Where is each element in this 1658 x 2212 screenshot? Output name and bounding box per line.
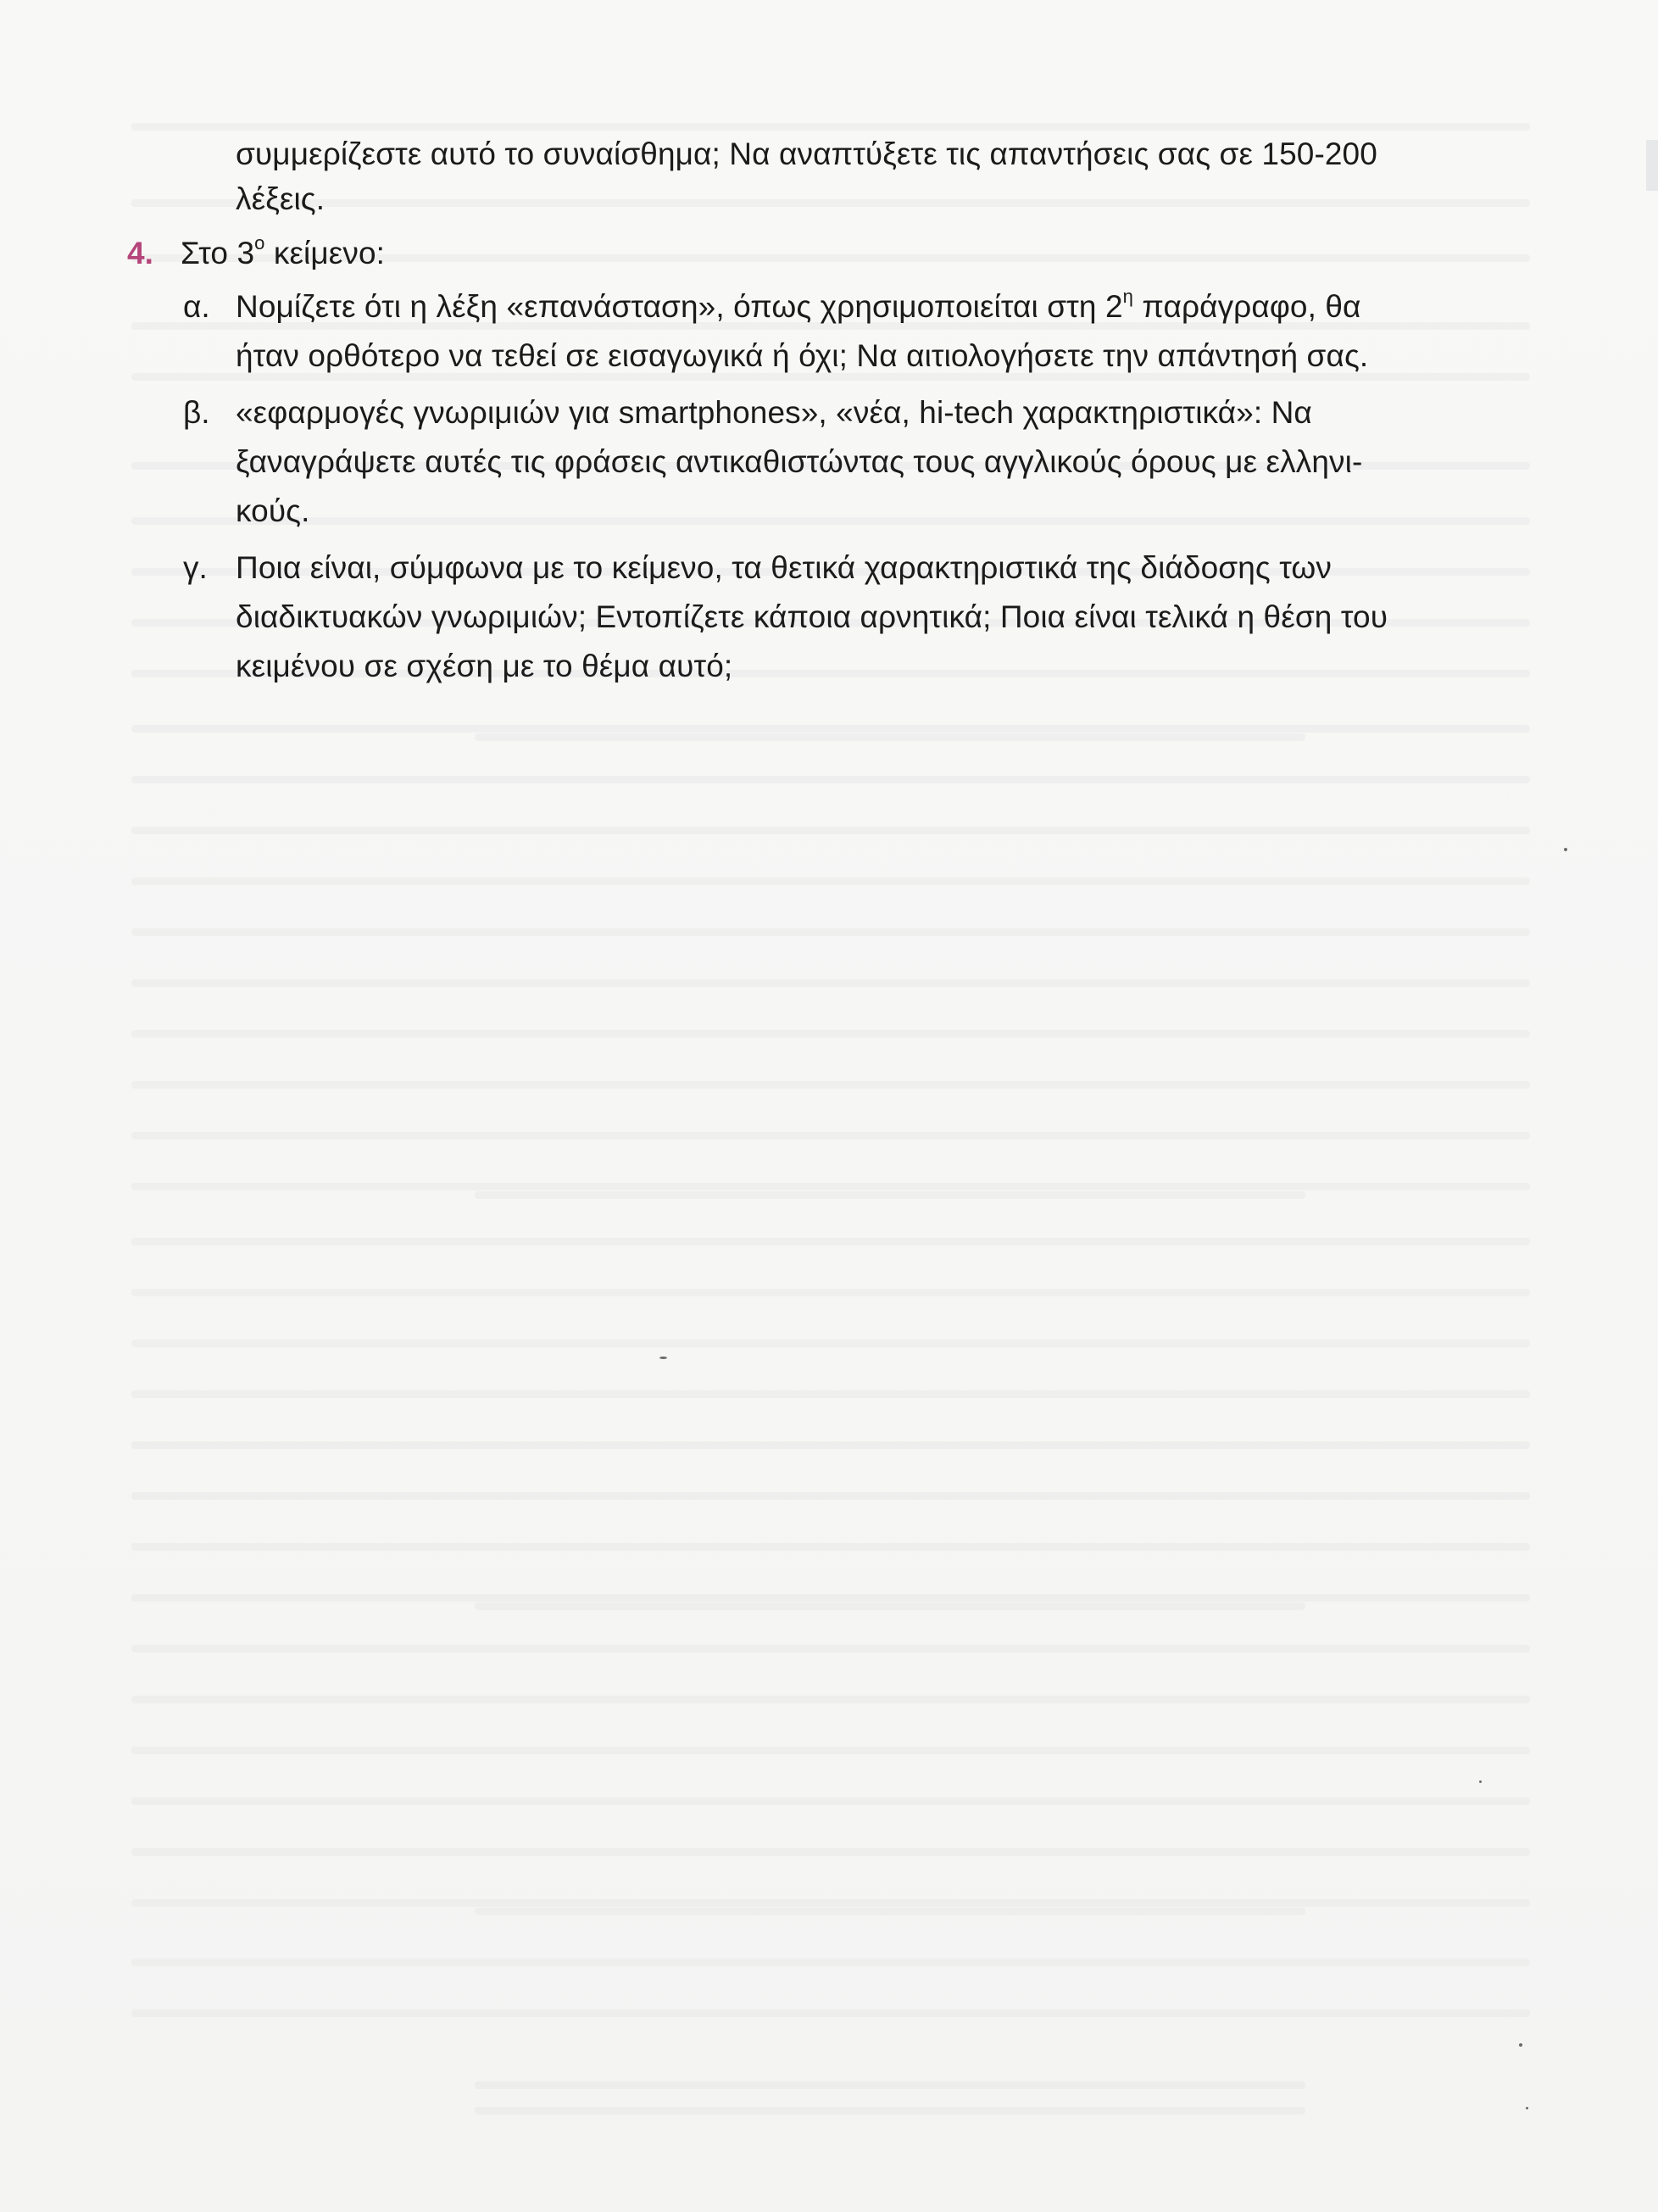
scan-speck	[659, 1357, 667, 1359]
item-b-line-3: κούς.	[236, 493, 310, 528]
scan-speck	[1519, 2043, 1522, 2047]
item-b-line-1: «εφαρμογές γνωριμιών για smartphones», «νέα, hi-tech χαρακτηριστικά»: Να	[236, 395, 1312, 430]
question-4-number: 4.	[127, 236, 153, 270]
item-a-line-1	[236, 285, 1361, 326]
scan-speck	[1526, 2107, 1528, 2109]
question-3-line-2: λέξεις.	[236, 181, 325, 216]
item-c-line-1: Ποια είναι, σύμφωνα με το κείμενο, τα θετικά χαρακτηριστικά της διάδοσης των	[236, 550, 1333, 585]
item-a-line-1-suffix: παράγραφο, θα	[1132, 289, 1361, 324]
item-a-superscript: η	[1122, 285, 1133, 307]
question-4-intro-suffix: κείμενο:	[264, 236, 386, 270]
item-a-line-1-text: Νομίζετε ότι η λέξη «επανάσταση», όπως χρησιμοποιείται στη 2	[236, 289, 1123, 324]
scan-speck	[1479, 1780, 1482, 1783]
item-b-label: β.	[183, 395, 210, 430]
scan-speck	[1564, 848, 1567, 851]
page-edge-tab	[1646, 140, 1658, 191]
question-4-intro-superscript: ο	[254, 231, 265, 254]
item-c-line-3: κειμένου σε σχέση με το θέμα αυτό;	[236, 649, 733, 683]
item-a-line-2: ήταν ορθότερο να τεθεί σε εισαγωγικά ή όχι; Να αιτιολογήσετε την απάντησή σας.	[236, 338, 1369, 373]
item-a-label: α.	[183, 289, 210, 324]
question-4-intro	[181, 231, 386, 272]
question-4-intro-text: Στο 3	[181, 236, 255, 270]
item-b-line-2: ξαναγράψετε αυτές τις φράσεις αντικαθιστώντας τους αγγλικούς όρους με ελληνι-	[236, 444, 1363, 479]
question-3-line-1: συμμερίζεστε αυτό το συναίσθημα; Να αναπτύξετε τις απαντήσεις σας σε 150-200	[236, 137, 1377, 171]
item-c-label: γ.	[183, 550, 208, 585]
item-c-line-2: διαδικτυακών γνωριμιών; Εντοπίζετε κάποια αρνητικά; Ποια είναι τελικά η θέση του	[236, 599, 1388, 634]
